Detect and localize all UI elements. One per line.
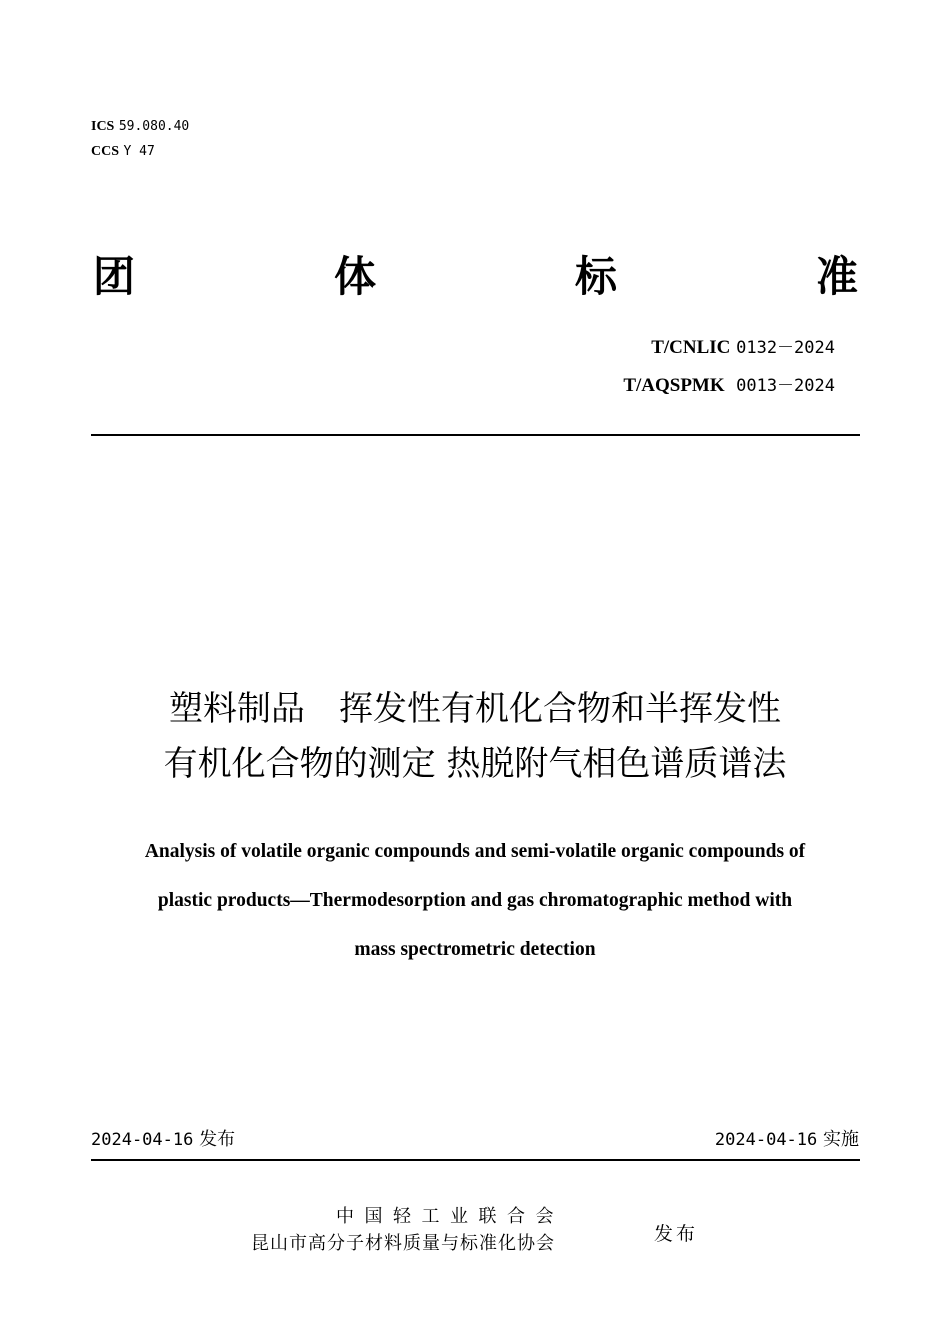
implementation-date <box>715 1128 859 1152</box>
standard-code-prefix: T/AQSPMK <box>623 375 725 396</box>
issue-date-value: 2024-04-16 <box>91 1130 194 1150</box>
document-type-heading <box>93 252 858 302</box>
document-type-char: 标 <box>574 252 617 301</box>
english-title-line-2: plastic products—Thermodesorption and gas chromatographic method with <box>157 890 793 911</box>
document-type-char: 体 <box>333 252 376 301</box>
footer-divider <box>91 1159 860 1161</box>
document-type-char: 团 <box>93 252 136 301</box>
standard-code-number: 0013－2024 <box>736 376 835 396</box>
english-title-line-3: mass spectrometric detection <box>354 939 596 960</box>
ics-label: ICS <box>91 119 115 134</box>
ics-code: 59.080.40 <box>118 119 190 134</box>
standard-code-prefix: T/CNLIC <box>651 337 731 358</box>
standard-code-2 <box>623 375 835 397</box>
ccs-classification <box>91 143 155 160</box>
chinese-title-line-1: 塑料制品 挥发性有机化合物和半挥发性 <box>169 689 781 729</box>
implementation-date-value: 2024-04-16 <box>714 1130 818 1150</box>
english-title-line-1: Analysis of volatile organic compounds and semi-volatile organic compounds of <box>144 841 806 862</box>
ics-classification <box>91 118 189 135</box>
implementation-date-label: 实施 <box>823 1129 859 1150</box>
issue-date-label: 发布 <box>199 1129 236 1150</box>
publisher-1: 中国轻工业联合会 <box>336 1206 564 1227</box>
ccs-code: Y 47 <box>123 144 155 159</box>
publish-label: 发布 <box>654 1223 699 1245</box>
ccs-label: CCS <box>91 144 120 159</box>
chinese-title-line-2: 有机化合物的测定 热脱附气相色谱质谱法 <box>163 744 787 784</box>
issue-date <box>91 1128 235 1152</box>
header-divider <box>91 434 860 436</box>
document-type-char: 准 <box>815 252 858 301</box>
publisher-2: 昆山市高分子材料质量与标准化协会 <box>251 1233 555 1254</box>
standard-code-1 <box>651 337 835 359</box>
standard-code-number: 0132－2024 <box>736 338 835 358</box>
